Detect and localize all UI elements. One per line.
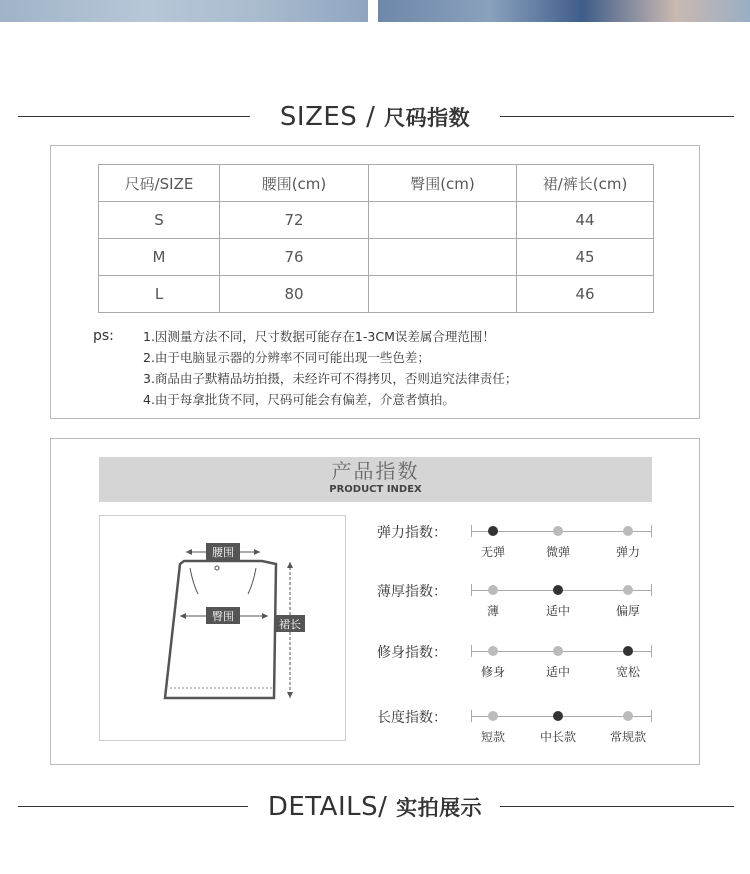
table-row [99, 202, 654, 239]
table-cell: 76 [220, 239, 369, 276]
details-title-zh: 实拍展示 [396, 796, 483, 820]
hip-label: 臀围 [212, 610, 234, 623]
index-dot [488, 585, 498, 595]
table-cell: 72 [220, 202, 369, 239]
index-option: 适中 [545, 665, 570, 679]
product-index-title-zh: 产品指数 [331, 459, 420, 483]
track-cap [651, 645, 652, 657]
index-option: 薄 [486, 604, 499, 618]
note-line: 1.因测量方法不同，尺寸数据可能存在1-3CM误差属合理范围！ [143, 329, 495, 344]
fit-index [377, 639, 667, 679]
product-photo-left [0, 0, 368, 22]
table-header-cell: 尺码/SIZE [99, 165, 220, 202]
note-line: 2.由于电脑显示器的分辨率不同可能出现一些色差； [143, 350, 430, 365]
product-photo-right [378, 0, 750, 22]
index-option: 适中 [545, 604, 570, 618]
table-cell: L [99, 276, 220, 313]
track-cap [651, 584, 652, 596]
track-cap [471, 525, 472, 537]
details-section-title [0, 787, 750, 827]
table-cell [369, 202, 517, 239]
index-option: 弹力 [615, 545, 640, 559]
table-cell: 45 [517, 239, 654, 276]
length-label: 裙长 [279, 618, 301, 631]
table-header-cell: 裙/裤长(cm) [517, 165, 654, 202]
skirt-illustration [100, 516, 345, 740]
index-dot-selected [488, 526, 498, 536]
table-cell [369, 239, 517, 276]
size-chart-box [50, 145, 700, 419]
table-cell: S [99, 202, 220, 239]
track-cap [651, 525, 652, 537]
index-option: 宽松 [615, 665, 640, 679]
waist-label: 腰围 [212, 546, 234, 559]
elasticity-index [377, 519, 667, 559]
index-option: 微弹 [545, 545, 570, 559]
table-row [99, 276, 654, 313]
product-index-title-en: PRODUCT INDEX [329, 484, 422, 495]
table-cell: 80 [220, 276, 369, 313]
skirt-diagram [99, 515, 346, 741]
table-header-cell: 臀围(cm) [369, 165, 517, 202]
index-dot-selected [623, 646, 633, 656]
sizes-section-title [0, 97, 750, 137]
thickness-index [377, 578, 667, 618]
product-index-header [99, 457, 652, 502]
table-cell: 46 [517, 276, 654, 313]
size-table [98, 164, 654, 313]
index-option: 偏厚 [615, 604, 640, 618]
table-cell [369, 276, 517, 313]
index-dot [623, 711, 633, 721]
top-photo-strip [0, 0, 750, 22]
index-dot [553, 646, 563, 656]
details-title-en: DETAILS [267, 792, 379, 822]
length-index [377, 704, 667, 744]
index-label: 长度指数： [377, 710, 447, 726]
table-cell: 44 [517, 202, 654, 239]
index-dot [488, 646, 498, 656]
index-option: 修身 [480, 665, 505, 679]
table-cell: M [99, 239, 220, 276]
track-cap [471, 710, 472, 722]
track-cap [651, 710, 652, 722]
table-row [99, 239, 654, 276]
index-option: 中长款 [539, 730, 576, 744]
index-dot [623, 585, 633, 595]
product-index-box [50, 438, 700, 765]
table-header-cell: 腰围(cm) [220, 165, 369, 202]
note-line: 4.由于每拿批货不同，尺码可能会有偏差，介意者慎拍。 [143, 392, 455, 407]
sizes-title-zh: 尺码指数 [384, 106, 471, 130]
index-label: 弹力指数： [377, 525, 447, 541]
index-label: 薄厚指数： [377, 584, 447, 600]
index-dot-selected [553, 585, 563, 595]
index-dot [623, 526, 633, 536]
table-header-row [99, 165, 654, 202]
index-dot [488, 711, 498, 721]
track-cap [471, 645, 472, 657]
index-option: 无弹 [480, 545, 505, 559]
notes-ps-label: ps: [93, 328, 114, 344]
details-title-slash: / [378, 792, 388, 822]
note-line: 3.商品由子默精品坊拍摄，未经许可不得拷贝，否则追究法律责任； [143, 371, 518, 386]
sizes-title-slash: / [366, 102, 376, 132]
index-dot-selected [553, 711, 563, 721]
index-label: 修身指数： [377, 645, 447, 661]
sizes-title-en: SIZES [279, 102, 358, 132]
track-cap [471, 584, 472, 596]
index-option: 常规款 [609, 730, 646, 744]
index-option: 短款 [480, 730, 505, 744]
index-dot [553, 526, 563, 536]
